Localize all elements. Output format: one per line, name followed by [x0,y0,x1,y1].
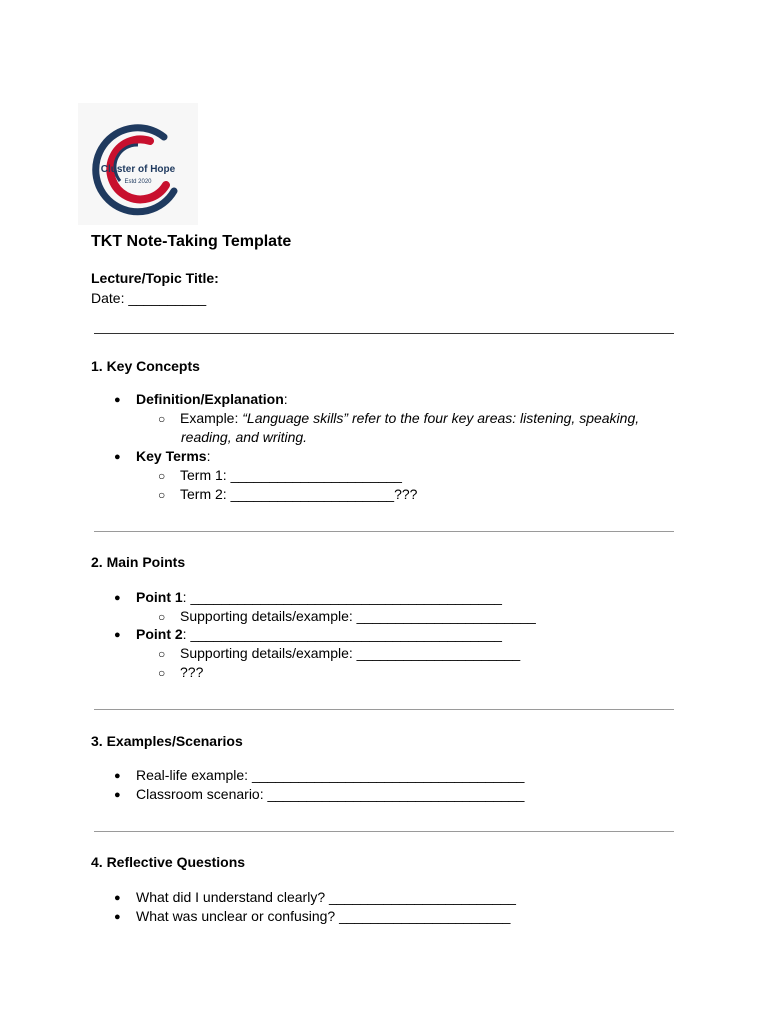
logo [78,103,198,225]
circle-marker: ○ [158,488,166,502]
divider [94,531,674,532]
section-heading-reflective-questions: 4. Reflective Questions [91,854,246,870]
list-item [114,907,510,927]
list-subitem [158,644,520,664]
bullet-marker: ● [114,451,121,463]
section-heading-key-concepts: 1. Key Concepts [91,358,200,374]
real-life-example: Real-life example: ___________________________________ [136,767,525,783]
bullet-marker: ● [114,770,121,782]
bullet-marker: ● [114,394,121,406]
circle-marker: ○ [158,666,166,680]
point-1-label: Point 1 [136,589,183,605]
circle-marker: ○ [158,610,166,624]
circle-marker: ○ [158,647,166,661]
list-subitem [158,663,203,683]
list-subitem [158,466,402,486]
point-1-detail: Supporting details/example: _______________________ [180,608,536,624]
example-label: Example: [180,410,243,426]
list-item [114,390,288,410]
list-subitem [158,607,536,627]
lecture-title-label: Lecture/Topic Title: [91,270,219,286]
bullet-marker: ● [114,892,121,904]
point-2-detail: Supporting details/example: _____________________ [180,645,521,661]
bullet-marker: ● [114,592,121,604]
term-1: Term 1: ______________________ [180,467,402,483]
list-item [114,447,210,467]
divider [94,333,674,334]
definition-label: Definition/Explanation [136,391,284,407]
example-text-continued: reading, and writing. [181,429,308,445]
bullet-marker: ● [114,789,121,801]
example-text: “Language skills” refer to the four key areas: listening, speaking, [242,410,640,426]
date-line: Date: __________ [91,290,207,306]
colon: : [283,391,288,407]
key-terms-label: Key Terms [136,448,207,464]
divider [94,831,674,832]
list-subitem [158,485,417,505]
point-2-blank: : ________________________________________ [182,626,502,642]
term-2: Term 2: _____________________??? [180,486,418,502]
circle-marker: ○ [158,469,166,483]
logo-sub: Estd 2020 [124,179,152,185]
list-item [114,888,516,908]
list-item [114,625,502,645]
point-2-label: Point 2 [136,626,183,642]
point-1-blank: : ________________________________________ [182,589,502,605]
point-2-extra: ??? [180,664,204,680]
logo-name: Cluster of Hope [100,164,176,175]
document-title: TKT Note-Taking Template [91,233,292,250]
classroom-scenario: Classroom scenario: _________________________________ [136,786,525,802]
reflective-question-1: What did I understand clearly? ________________________ [136,889,516,905]
list-subitem [158,409,639,429]
section-heading-examples: 3. Examples/Scenarios [91,733,243,749]
reflective-question-2: What was unclear or confusing? ______________________ [136,908,511,924]
colon: : [206,448,211,464]
circle-marker: ○ [158,412,166,426]
list-item [114,766,524,786]
bullet-marker: ● [114,629,121,641]
bullet-marker: ● [114,911,121,923]
divider [94,709,674,710]
list-item [114,785,524,805]
list-item [114,588,502,608]
section-heading-main-points: 2. Main Points [91,554,186,570]
